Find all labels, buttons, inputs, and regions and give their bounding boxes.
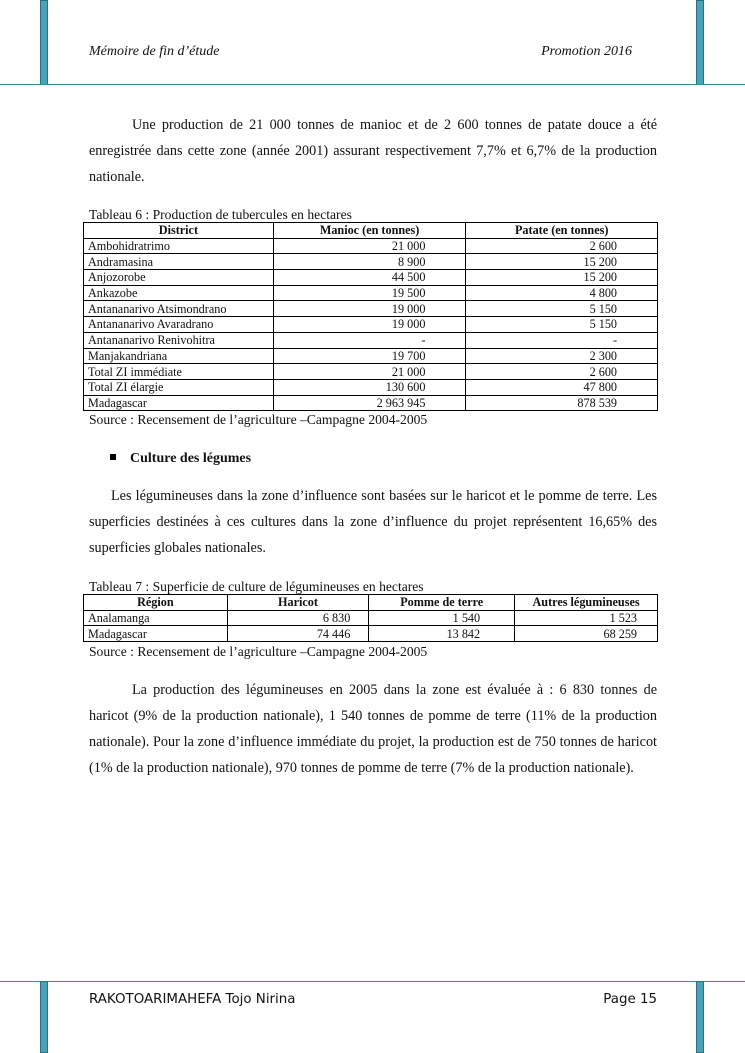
table-row [84,238,658,254]
patate-cell: 4 800 [466,285,658,301]
table6-header-patate: Patate (en tonnes) [466,223,658,239]
manioc-cell: 19 500 [273,285,466,301]
district-cell: Antananarivo Atsimondrano [84,301,274,317]
haricot-cell: 74 446 [227,626,369,642]
patate-cell: 2 600 [466,364,658,380]
manioc-cell: 44 500 [273,270,466,286]
intro-paragraph: Une production de 21 000 tonnes de manioc et de 2 600 tonnes de patate douce a été enregistrée dans cette zone (année 2001) assurant respectivement 7,7% et 6,7% de la production nationale. [89,117,657,185]
header-left-bar [40,0,48,85]
manioc-cell: 2 963 945 [273,395,466,411]
bullet-square-icon [110,454,116,460]
table-row [84,395,658,411]
patate-cell: 47 800 [466,379,658,395]
district-cell: Antananarivo Renivohitra [84,332,274,348]
patate-cell: 5 150 [466,301,658,317]
autres-cell: 1 523 [515,610,658,626]
table7-header-autres: Autres légumineuses [515,595,658,611]
header-rule [0,84,745,85]
table-row [84,332,658,348]
manioc-cell: 19 000 [273,301,466,317]
table6-caption: Tableau 6 : Production de tubercules en hectares [89,207,352,222]
district-cell: Anjozorobe [84,270,274,286]
district-cell: Manjakandriana [84,348,274,364]
manioc-cell: - [273,332,466,348]
pomme-cell: 1 540 [369,610,515,626]
table6-source: Source : Recensement de l’agriculture –Campagne 2004-2005 [89,412,428,427]
footer-left-bar [40,981,48,1053]
district-cell: Total ZI immédiate [84,364,274,380]
manioc-cell: 21 000 [273,364,466,380]
table7-header-row [84,595,658,611]
manioc-cell: 21 000 [273,238,466,254]
footer-rule [0,981,745,982]
table-row [84,626,658,642]
footer-author: RAKOTOARIMAHEFA Tojo Nirina [89,992,296,1007]
patate-cell: 2 300 [466,348,658,364]
table7-header-haricot: Haricot [227,595,369,611]
table-row [84,379,658,395]
header-right-bar [696,0,704,85]
table-row [84,364,658,380]
section-heading [110,451,251,467]
table-row [84,301,658,317]
section-heading-text: Culture des légumes [130,451,252,466]
legumes-paragraph: Les légumineuses dans la zone d’influence sont basées sur le haricot et le pomme de terre. Les superficies destinées à ces cultures dans la zone d’influence du projet représentent 16,65% des superficies globales nationales. [89,488,657,556]
table-row [84,254,658,270]
patate-cell: 15 200 [466,254,658,270]
table7 [83,594,658,642]
table-row [84,317,658,333]
pomme-cell: 13 842 [369,626,515,642]
patate-cell: - [466,332,658,348]
production-paragraph: La production des légumineuses en 2005 dans la zone est évaluée à : 6 830 tonnes de haricot (9% de la production nationale), 1 540 tonnes de pomme de terre (11% de la production nationale). Pour la zone d’influence immédiate du projet, la production est de 750 tonnes de haricot (1% de la production nationale), 970 tonnes de pomme de terre (7% de la production nationale). [89,682,657,776]
manioc-cell: 8 900 [273,254,466,270]
footer-right-bar [696,981,704,1053]
table-row [84,270,658,286]
manioc-cell: 130 600 [273,379,466,395]
region-cell: Madagascar [84,626,228,642]
table6-header-district: District [84,223,274,239]
table7-header-pomme: Pomme de terre [369,595,515,611]
manioc-cell: 19 000 [273,317,466,333]
patate-cell: 15 200 [466,270,658,286]
table-row [84,348,658,364]
patate-cell: 5 150 [466,317,658,333]
district-cell: Madagascar [84,395,274,411]
table7-source: Source : Recensement de l’agriculture –Campagne 2004-2005 [89,644,428,659]
table6 [83,222,658,411]
footer-page-number: Page 15 [603,992,657,1007]
patate-cell: 878 539 [466,395,658,411]
table-row [84,285,658,301]
autres-cell: 68 259 [515,626,658,642]
table6-header-manioc: Manioc (en tonnes) [273,223,466,239]
table7-caption: Tableau 7 : Superficie de culture de légumineuses en hectares [89,579,424,594]
table-row [84,610,658,626]
manioc-cell: 19 700 [273,348,466,364]
district-cell: Antananarivo Avaradrano [84,317,274,333]
haricot-cell: 6 830 [227,610,369,626]
header-title: Mémoire de fin d’étude [89,44,220,59]
district-cell: Total ZI élargie [84,379,274,395]
region-cell: Analamanga [84,610,228,626]
patate-cell: 2 600 [466,238,658,254]
district-cell: Andramasina [84,254,274,270]
table7-header-region: Région [84,595,228,611]
district-cell: Ambohidratrimo [84,238,274,254]
table6-header-row [84,223,658,239]
district-cell: Ankazobe [84,285,274,301]
header-promotion: Promotion 2016 [541,44,632,59]
